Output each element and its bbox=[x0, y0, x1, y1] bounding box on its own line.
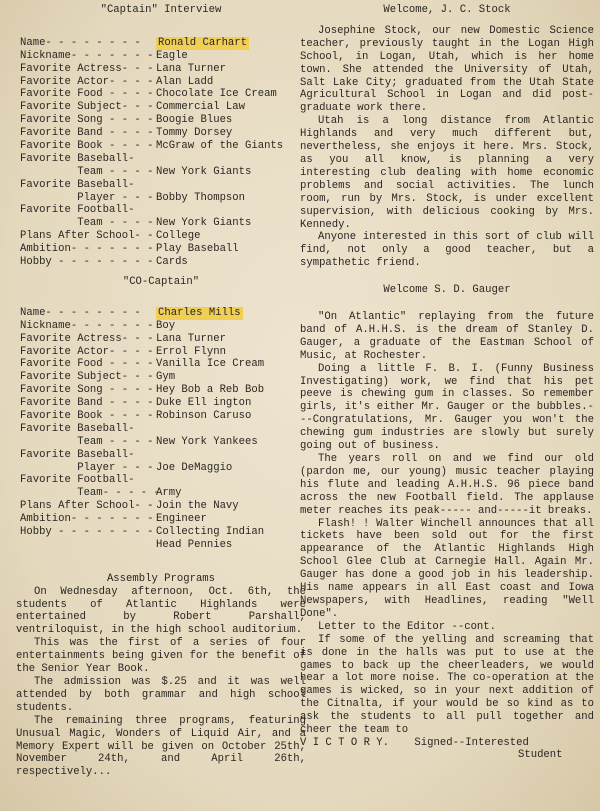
interview-question: Favorite Football- bbox=[20, 204, 135, 217]
interview-row bbox=[16, 474, 306, 487]
interview-question: Ambition- - - - - - - bbox=[20, 513, 154, 526]
article-paragraph: Josephine Stock, our new Domestic Science teacher, previously taught in the Logan High School, in Logan, Utah, which is her home town. She attended the University of Utah, Salt Lake City; graduated from the Utah State Agricultural School in Logan and did post-graduate work there. bbox=[300, 24, 594, 115]
article-paragraph: Doing a little F. B. I. (Funny Business Investigating) work, we find that his pet peeve is chewing gum in classes. So remember girls, it's either Mr. Gauger or the bubbles.---Congratulations, Mr. Gauger you won't the chewing gum industries are slowly but surely going out of business. bbox=[300, 362, 594, 453]
interview-row bbox=[16, 500, 306, 513]
article-paragraph: Flash! ! Walter Winchell announces that all tickets have been sold out for the first appearance of the Atlantic Highlands High School Glee Club at Carnegie Hall. Again Mr. Gauger has done a good job in his leadership. His name appears in all East coast and Iowa Newspapers, with Headlines, reading "Well Done". bbox=[300, 517, 594, 620]
interview-question: Favorite Band - - - - bbox=[20, 127, 154, 140]
interview-row bbox=[16, 320, 306, 333]
interview-row bbox=[16, 63, 306, 76]
letter-signoff-continued: Student bbox=[518, 748, 563, 761]
interview-row bbox=[16, 127, 306, 140]
interview-row bbox=[16, 397, 306, 410]
interview-row bbox=[16, 384, 306, 397]
interview-question: Team - - - - bbox=[20, 165, 154, 178]
interview-row bbox=[16, 192, 306, 205]
letter-signoff: V I C T O R Y. Signed--Interested bbox=[300, 736, 529, 749]
interview-answer: Tommy Dorsey bbox=[156, 127, 233, 140]
interview-answer: Joe DeMaggio bbox=[156, 461, 233, 474]
interview-question: Favorite Football- bbox=[20, 474, 135, 487]
interview-answer: Engineer bbox=[156, 513, 207, 526]
interview-question: Favorite Actor- - - - bbox=[20, 75, 154, 88]
interview-answer: Head Pennies bbox=[156, 538, 233, 551]
article-paragraph: If some of the yelling and screaming that is done in the halls was put to use at the games to back up the cheerleaders, we would hear a lot more noise. The co-operation at the games is wicked, so in your next addition of the Citnalta, if your would be so kind as to ask the students to all pull together and cheer the team to bbox=[300, 633, 594, 737]
interview-row bbox=[16, 371, 306, 384]
interview-question: Name- - - - - - - - bbox=[20, 306, 141, 319]
interview-question: Nickname- - - - - - - bbox=[20, 49, 154, 62]
interview-row bbox=[16, 513, 306, 526]
cocaptain-interview-list bbox=[16, 307, 306, 552]
interview-row bbox=[16, 410, 306, 423]
interview-question: Favorite Song - - - - bbox=[20, 114, 154, 127]
interview-answer: Errol Flynn bbox=[156, 345, 226, 358]
interview-question: Ambition- - - - - - - bbox=[20, 243, 154, 256]
interview-row bbox=[16, 217, 306, 230]
interview-question: Favorite Subject- - - bbox=[20, 101, 154, 114]
article-paragraph: This was the first of a series of four entertainments being given for the benefit of the Senior Year Book. bbox=[16, 637, 306, 676]
interview-question: Name- - - - - - - - bbox=[20, 36, 141, 49]
interview-row bbox=[16, 101, 306, 114]
interview-question: Nickname- - - - - - - bbox=[20, 319, 154, 332]
interview-row bbox=[16, 114, 306, 127]
interview-row bbox=[16, 539, 306, 552]
interview-answer: Robinson Caruso bbox=[156, 409, 252, 422]
interview-question: Favorite Actress- - - bbox=[20, 332, 154, 345]
interview-answer: Join the Navy bbox=[156, 500, 239, 513]
article-paragraph: On Wednesday afternoon, Oct. 6th, the students of Atlantic Highlands were entertained by Robert Parshall, ventriloquist, in the high school auditorium. bbox=[16, 585, 306, 637]
interview-answer: Eagle bbox=[156, 49, 188, 62]
interview-answer: Duke Ell ington bbox=[156, 397, 252, 410]
gauger-welcome-article bbox=[300, 311, 594, 737]
interview-question: Favorite Actor- - - - bbox=[20, 345, 154, 358]
article-paragraph: The years roll on and we find our old (pardon me, our young) music teacher playing his flute and leading A.H.H.S. 96 piece band across the new Football field. The applause meter reaches its peak----- and-----it breaks. bbox=[300, 453, 594, 517]
interview-answer: Commercial Law bbox=[156, 101, 246, 114]
interview-row bbox=[16, 449, 306, 462]
interview-row bbox=[16, 256, 306, 269]
interview-row bbox=[16, 230, 306, 243]
interview-question: Hobby - - - - - - - - bbox=[20, 525, 154, 538]
interview-question: Player - - - bbox=[20, 191, 154, 204]
interview-answer: McGraw of the Giants bbox=[156, 140, 284, 153]
right-column bbox=[300, 0, 594, 760]
article-paragraph: Anyone interested in this sort of club will find, not only a good teacher, but a sympathetic friend. bbox=[300, 231, 594, 270]
captain-interview-heading: "Captain" Interview bbox=[100, 4, 222, 16]
left-column bbox=[16, 0, 306, 779]
interview-question: Favorite Book - - - - bbox=[20, 409, 154, 422]
interview-answer: Cards bbox=[156, 256, 188, 269]
interview-question: Favorite Band - - - - bbox=[20, 397, 154, 410]
stock-welcome-article bbox=[300, 25, 594, 270]
interview-answer: Gym bbox=[156, 371, 176, 384]
interview-answer: College bbox=[156, 230, 201, 243]
interview-question: Team - - - - bbox=[20, 217, 154, 230]
interview-row bbox=[16, 462, 306, 475]
interview-question: Favorite Baseball- bbox=[20, 422, 135, 435]
interview-question: Favorite Subject- - - bbox=[20, 371, 154, 384]
interview-question: Plans After School- - bbox=[20, 230, 154, 243]
captain-interview-list bbox=[16, 37, 306, 269]
interview-question: Favorite Book - - - - bbox=[20, 140, 154, 153]
article-paragraph: The remaining three programs, featuring Unusual Magic, Wonders of Liquid Air, and a Memory Expert will be given on October 25th, November 24th, and April 26th, respectively... bbox=[16, 714, 306, 779]
interview-answer: Bobby Thompson bbox=[156, 191, 246, 204]
interview-answer: Hey Bob a Reb Bob bbox=[156, 384, 265, 397]
interview-question: Favorite Baseball- bbox=[20, 448, 135, 461]
interview-answer: New York Giants bbox=[156, 217, 252, 230]
article-paragraph: Letter to the Editor --cont. bbox=[318, 620, 497, 633]
interview-question: Favorite Baseball- bbox=[20, 152, 135, 165]
interview-row bbox=[16, 50, 306, 63]
interview-question: Favorite Food - - - - bbox=[20, 88, 154, 101]
cocaptain-interview-heading: "CO-Captain" bbox=[122, 275, 200, 288]
interview-answer: New York Yankees bbox=[156, 435, 258, 448]
interview-question: Hobby - - - - - - - - bbox=[20, 256, 154, 269]
interview-row bbox=[16, 526, 306, 539]
assembly-programs-heading: Assembly Programs bbox=[106, 572, 216, 585]
stock-welcome-heading: Welcome, J. C. Stock bbox=[383, 4, 511, 16]
interview-answer: Army bbox=[156, 487, 182, 500]
interview-row bbox=[16, 358, 306, 371]
interview-row bbox=[16, 37, 306, 50]
interview-row bbox=[16, 423, 306, 436]
interview-answer: Collecting Indian bbox=[156, 525, 265, 538]
article-paragraph: "On Atlantic" replaying from the future band of A.H.H.S. is the dream of Stanley D. Gauger, a graduate of the Eastman School of Music, at Rochester. bbox=[300, 311, 594, 362]
interview-answer: Alan Ladd bbox=[156, 75, 214, 88]
interview-row bbox=[16, 166, 306, 179]
interview-row bbox=[16, 140, 306, 153]
interview-row bbox=[16, 153, 306, 166]
assembly-programs-article bbox=[16, 586, 306, 780]
interview-row bbox=[16, 346, 306, 359]
interview-answer: Boogie Blues bbox=[156, 114, 233, 127]
interview-row bbox=[16, 204, 306, 217]
interview-answer: Charles Mills bbox=[158, 306, 241, 319]
interview-row bbox=[16, 307, 306, 320]
interview-question: Favorite Baseball- bbox=[20, 178, 135, 191]
interview-row bbox=[16, 76, 306, 89]
interview-question: Favorite Actress- - - bbox=[20, 62, 154, 75]
interview-answer: Chocolate Ice Cream bbox=[156, 88, 277, 101]
interview-question: Favorite Food - - - - bbox=[20, 358, 154, 371]
interview-answer: Lana Turner bbox=[156, 332, 226, 345]
interview-row bbox=[16, 243, 306, 256]
article-paragraph: Utah is a long distance from Atlantic Highlands and very much different but, nevertheless, she enjoys it here. Mrs. Stock, as you all know, is planning a very interesting club dealing with home economic problems and social activities. The lunch room, run by Mrs. Stock, is under excellent supervision, with delicious cooking by Mrs. Kennedy. bbox=[300, 115, 594, 231]
interview-question: Player - - - bbox=[20, 461, 154, 474]
interview-row bbox=[16, 333, 306, 346]
interview-row bbox=[16, 487, 306, 500]
interview-question: Favorite Song - - - - bbox=[20, 384, 154, 397]
interview-question: Team - - - - bbox=[20, 435, 154, 448]
interview-question: Team- - - - - bbox=[20, 487, 160, 500]
article-paragraph: The admission was $.25 and it was well attended by both grammar and high school students. bbox=[16, 676, 306, 714]
interview-answer: Play Baseball bbox=[156, 243, 239, 256]
gauger-welcome-heading: Welcome S. D. Gauger bbox=[383, 284, 511, 297]
interview-answer: Lana Turner bbox=[156, 62, 226, 75]
interview-row bbox=[16, 436, 306, 449]
interview-row bbox=[16, 179, 306, 192]
interview-answer: New York Giants bbox=[156, 165, 252, 178]
interview-row bbox=[16, 88, 306, 101]
interview-answer: Vanilla Ice Cream bbox=[156, 358, 265, 371]
interview-answer: Ronald Carhart bbox=[158, 36, 248, 49]
interview-question: Plans After School- - bbox=[20, 500, 154, 513]
interview-answer: Boy bbox=[156, 319, 176, 332]
